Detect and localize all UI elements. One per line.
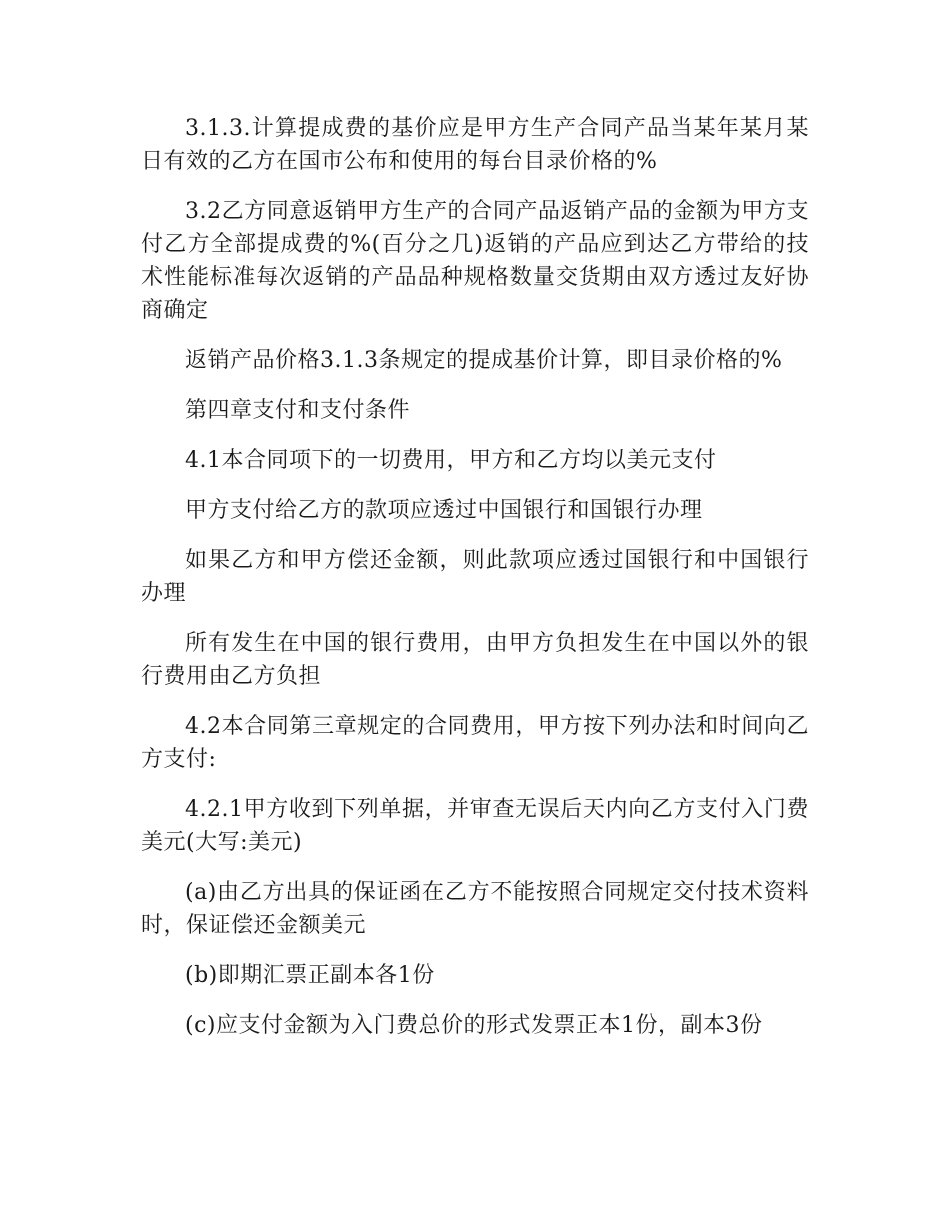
paragraph-repayment-bank: 如果乙方和甲方偿还金额，则此款项应透过国银行和中国银行办理	[141, 548, 809, 606]
item-a-guarantee-letter: (a)由乙方出具的保证函在乙方不能按照合同规定交付技术资料时，保证偿还金额美元	[141, 880, 809, 938]
chapter-heading-4: 第四章支付和支付条件	[185, 398, 411, 423]
paragraph-payment-bank: 甲方支付给乙方的款项应透过中国银行和国银行办理	[185, 498, 703, 523]
clause-4-2-1: 4.2.1甲方收到下列单据，并审查无误后天内向乙方支付入门费美元(大写:美元)	[141, 797, 809, 855]
paragraph-buyback-price: 返销产品价格3.1.3条规定的提成基价计算，即目录价格的%	[185, 348, 783, 373]
document-body	[141, 112, 809, 1059]
clause-3-1-3: 3.1.3.计算提成费的基价应是甲方生产合同产品当某年某月某日有效的乙方在国市公布和使用的每台目录价格的%	[141, 116, 809, 174]
paragraph-bank-charges: 所有发生在中国的银行费用，由甲方负担发生在中国以外的银行费用由乙方负担	[141, 631, 809, 689]
clause-4-1: 4.1本合同项下的一切费用，甲方和乙方均以美元支付	[185, 448, 717, 473]
clause-4-2: 4.2本合同第三章规定的合同费用，甲方按下列办法和时间向乙方支付:	[141, 714, 809, 772]
item-b-sight-draft: (b)即期汇票正副本各1份	[185, 963, 435, 988]
item-c-proforma-invoice: (c)应支付金额为入门费总价的形式发票正本1份，副本3份	[185, 1013, 763, 1038]
clause-3-2: 3.2乙方同意返销甲方生产的合同产品返销产品的金额为甲方支付乙方全部提成费的%(百分之几)返销的产品应到达乙方带给的技术性能标准每次返销的产品品种规格数量交货期由双方透过友好协商确定	[141, 199, 809, 323]
